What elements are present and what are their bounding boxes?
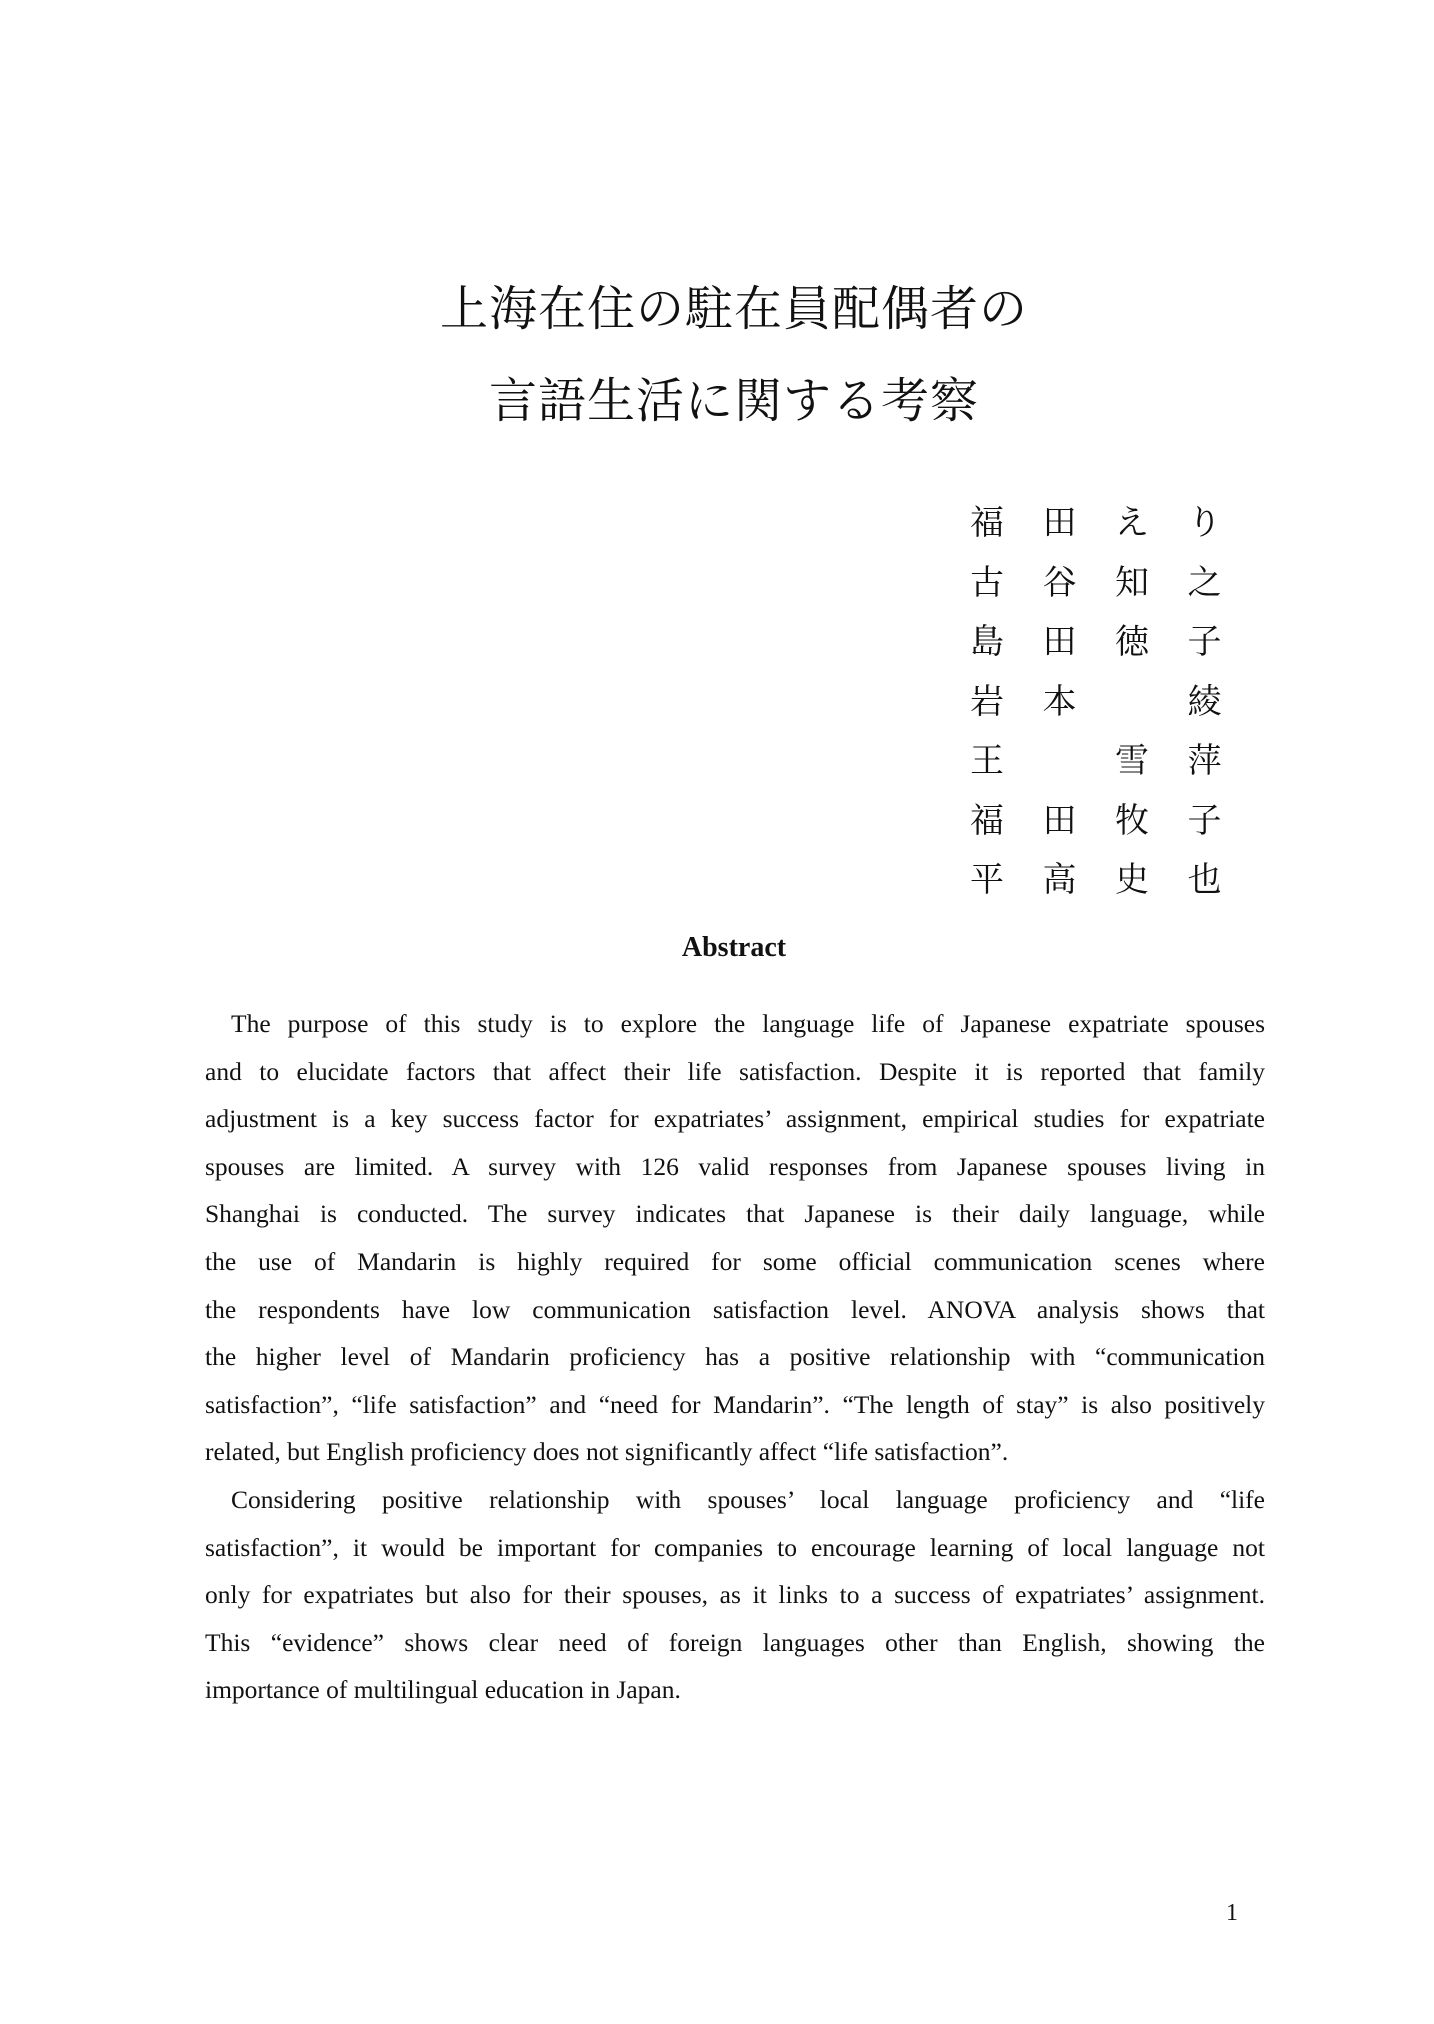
author-name-char: 田 (1042, 624, 1077, 662)
author-name-char: 子 (1187, 624, 1222, 662)
author-name-char: 田 (1042, 505, 1077, 543)
author-list (970, 490, 1260, 907)
author-name-char: 雪 (1115, 743, 1149, 781)
abstract-line: Shanghai is conducted. The survey indicates that Japanese is their daily language, while (205, 1199, 1265, 1229)
author-name (970, 847, 1260, 907)
author-name-char: 王 (970, 743, 1004, 781)
author-name-char: 古 (970, 564, 1004, 602)
abstract-line: satisfaction”, it would be important for companies to encourage learning of local language not (205, 1532, 1265, 1562)
author-name (970, 609, 1260, 669)
author-name (970, 669, 1260, 729)
abstract-paragraph-2 (205, 1476, 1265, 1714)
abstract-line: This “evidence” shows clear need of foreign languages other than English, showing the (205, 1627, 1265, 1657)
author-name (970, 550, 1260, 610)
abstract-line: related, but English proficiency does not significantly affect “life satisfaction”. (205, 1437, 1009, 1467)
abstract-line: satisfaction”, “life satisfaction” and “need for Mandarin”. “The length of stay” is also positively (205, 1389, 1265, 1419)
author-name-char: 也 (1187, 862, 1222, 900)
abstract-line: only for expatriates but also for their spouses, as it links to a success of expatriates’ assignment. (205, 1580, 1265, 1610)
author-name-char: 萍 (1187, 743, 1222, 781)
paper-title-line-2: 言語生活に関する考察 (488, 375, 979, 428)
abstract-line: adjustment is a key success factor for expatriates’ assignment, empirical studies for expatriate (205, 1104, 1265, 1134)
abstract-line: the use of Mandarin is highly required for some official communication scenes where (205, 1246, 1265, 1276)
author-name-char: 島 (970, 624, 1004, 662)
author-name-char: 福 (970, 505, 1004, 543)
page-number: 1 (1226, 1900, 1238, 1926)
author-name-char: 牧 (1115, 802, 1149, 840)
abstract-line: the respondents have low communication satisfaction level. ANOVA analysis shows that (205, 1294, 1265, 1324)
paper-title-line-1: 上海在住の駐在員配偶者の (439, 283, 1028, 336)
abstract-line: importance of multilingual education in Japan. (205, 1675, 681, 1705)
abstract-line: and to elucidate factors that affect their life satisfaction. Despite it is reported that family (205, 1056, 1265, 1086)
author-name-char: 平 (970, 862, 1004, 900)
abstract-paragraph-1 (205, 1000, 1265, 1476)
author-name-char: 本 (1042, 683, 1077, 721)
author-name-char: え (1115, 505, 1149, 543)
abstract-line: The purpose of this study is to explore the language life of Japanese expatriate spouses (231, 1009, 1265, 1038)
author-name (970, 788, 1260, 848)
author-name (970, 728, 1260, 788)
author-name-char: り (1187, 505, 1222, 543)
author-name-char: 綾 (1187, 683, 1222, 721)
abstract-heading: Abstract (681, 932, 787, 963)
author-name-char: 岩 (970, 683, 1004, 721)
author-name-char: 高 (1042, 862, 1077, 900)
author-name-char: 知 (1115, 564, 1149, 602)
author-name-char: 田 (1042, 802, 1077, 840)
author-name-char: 子 (1187, 802, 1222, 840)
author-name (970, 490, 1260, 550)
author-name-char: 徳 (1115, 624, 1149, 662)
author-name-char: 谷 (1042, 564, 1077, 602)
author-name-char: 史 (1115, 862, 1149, 900)
author-name-char: 福 (970, 802, 1004, 840)
abstract-line: spouses are limited. A survey with 126 valid responses from Japanese spouses living in (205, 1151, 1265, 1181)
abstract-line: the higher level of Mandarin proficiency has a positive relationship with “communication (205, 1342, 1265, 1372)
author-name-char: 之 (1187, 564, 1222, 602)
abstract-line: Considering positive relationship with spouses’ local language proficiency and “life (231, 1485, 1265, 1514)
